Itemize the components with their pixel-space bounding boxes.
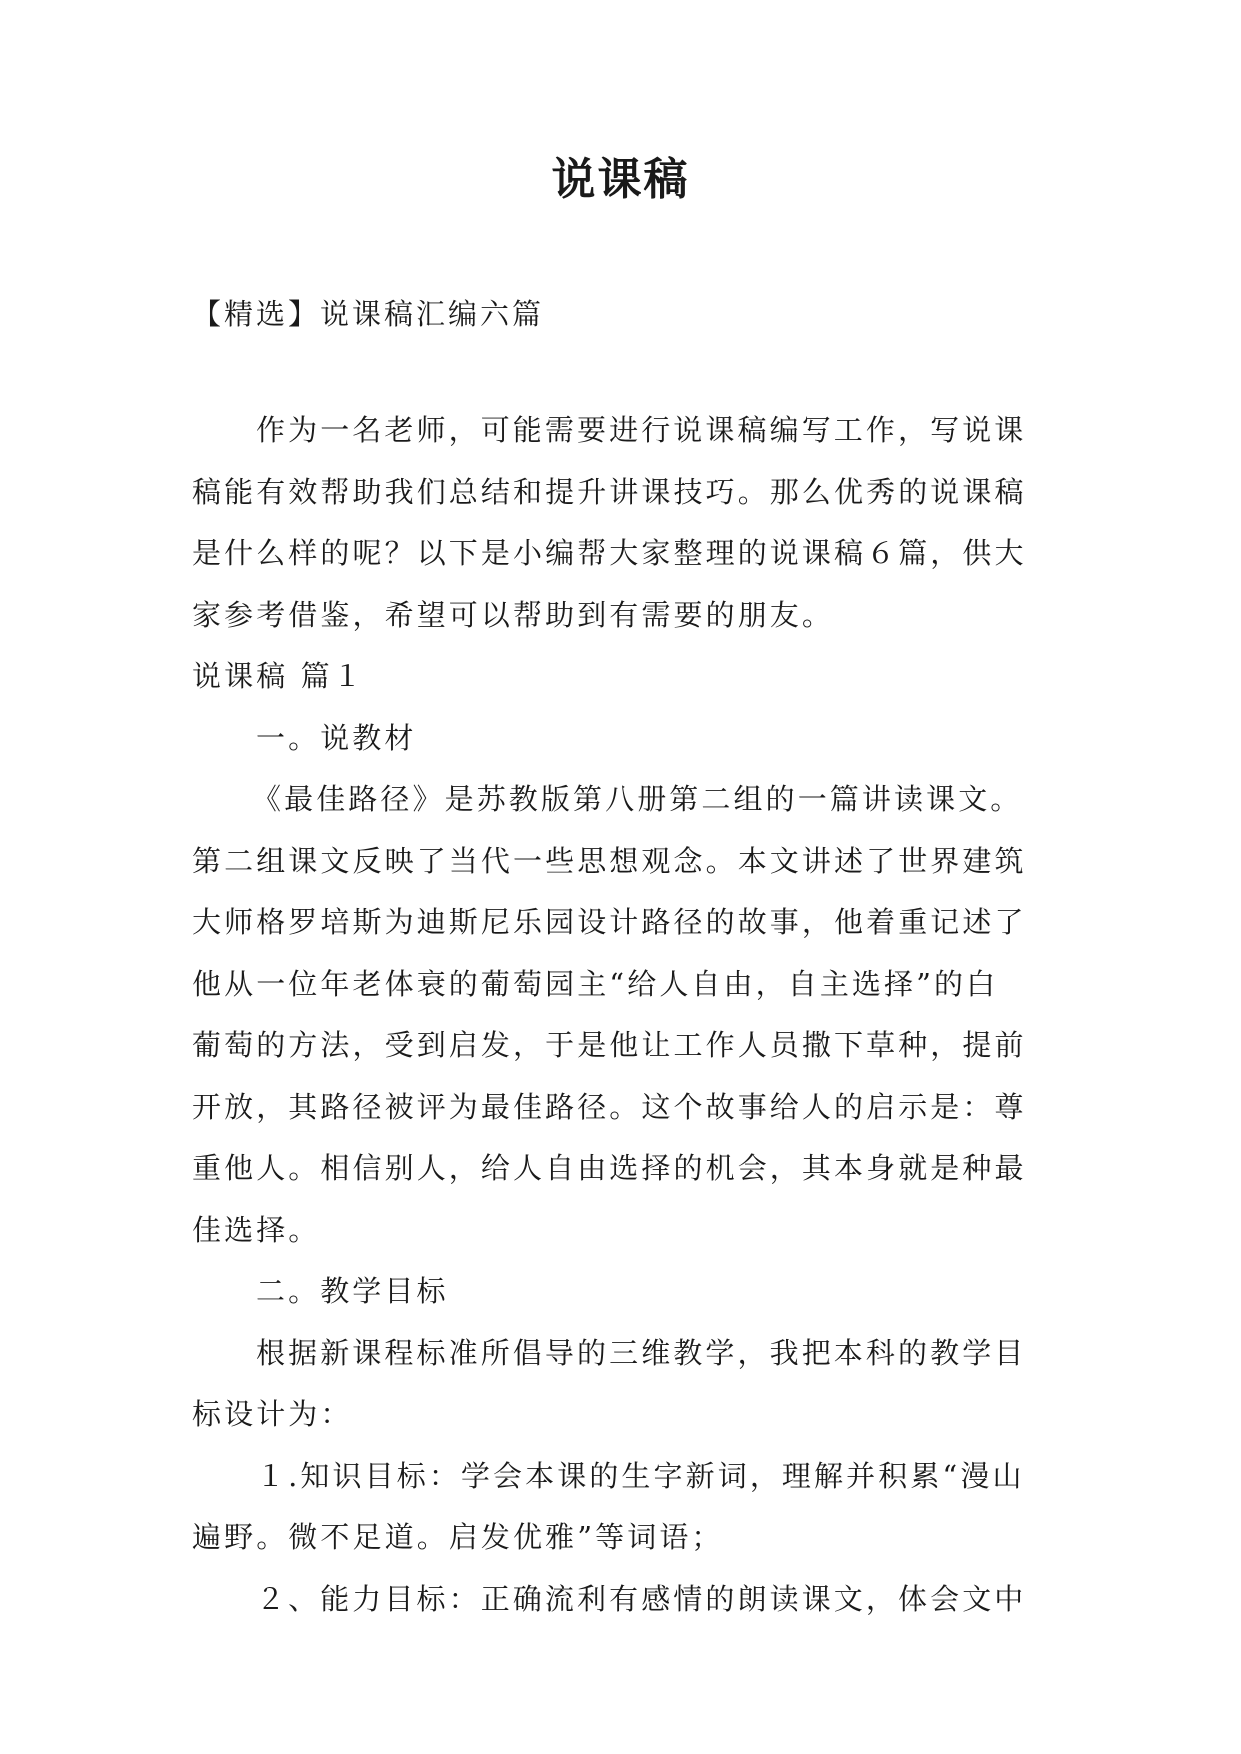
- body-line: 开放，其路径被评为最佳路径。这个故事给人的启示是：尊: [192, 1089, 1027, 1124]
- document-title: 说课稿: [551, 154, 690, 205]
- body-line: 佳选择。: [192, 1212, 321, 1247]
- document-subtitle: 【精选】说课稿汇编六篇: [192, 297, 545, 331]
- body-line: １.知识目标：学会本课的生字新词，理解并积累“漫山: [256, 1458, 1025, 1493]
- section-heading: 说课稿 篇１: [192, 659, 365, 693]
- subsection-heading: 二。教学目标: [256, 1274, 449, 1308]
- body-line: 根据新课程标准所倡导的三维教学，我把本科的教学目: [256, 1335, 1027, 1370]
- body-line: 第二组课文反映了当代一些思想观念。本文讲述了世界建筑: [192, 843, 1027, 878]
- body-line: 是什么样的呢？以下是小编帮大家整理的说课稿６篇，供大: [192, 536, 1027, 570]
- body-line: 稿能有效帮助我们总结和提升讲课技巧。那么优秀的说课稿: [192, 474, 1027, 509]
- body-line: 作为一名老师，可能需要进行说课稿编写工作，写说课: [256, 413, 1027, 447]
- body-line: 大师格罗培斯为迪斯尼乐园设计路径的故事，他着重记述了: [192, 905, 1027, 939]
- body-line: 葡萄的方法，受到启发，于是他让工作人员撒下草种，提前: [192, 1028, 1027, 1062]
- document-body: [192, 400, 1072, 1630]
- body-line: 家参考借鉴，希望可以帮助到有需要的朋友。: [192, 597, 835, 632]
- body-line: ２、能力目标：正确流利有感情的朗读课文，体会文中: [256, 1581, 1027, 1616]
- body-line: 《最佳路径》是苏教版第八册第二组的一篇讲读课文。: [252, 782, 1023, 816]
- subsection-heading: 一。说教材: [256, 720, 417, 755]
- body-line: 遍野。微不足道。启发优雅”等词语；: [192, 1520, 724, 1554]
- body-line: 重他人。相信别人，给人自由选择的机会，其本身就是种最: [192, 1151, 1027, 1185]
- body-line: 标设计为：: [192, 1397, 353, 1431]
- body-line: 他从一位年老体衰的葡萄园主“给人自由，自主选择”的白: [192, 966, 999, 1001]
